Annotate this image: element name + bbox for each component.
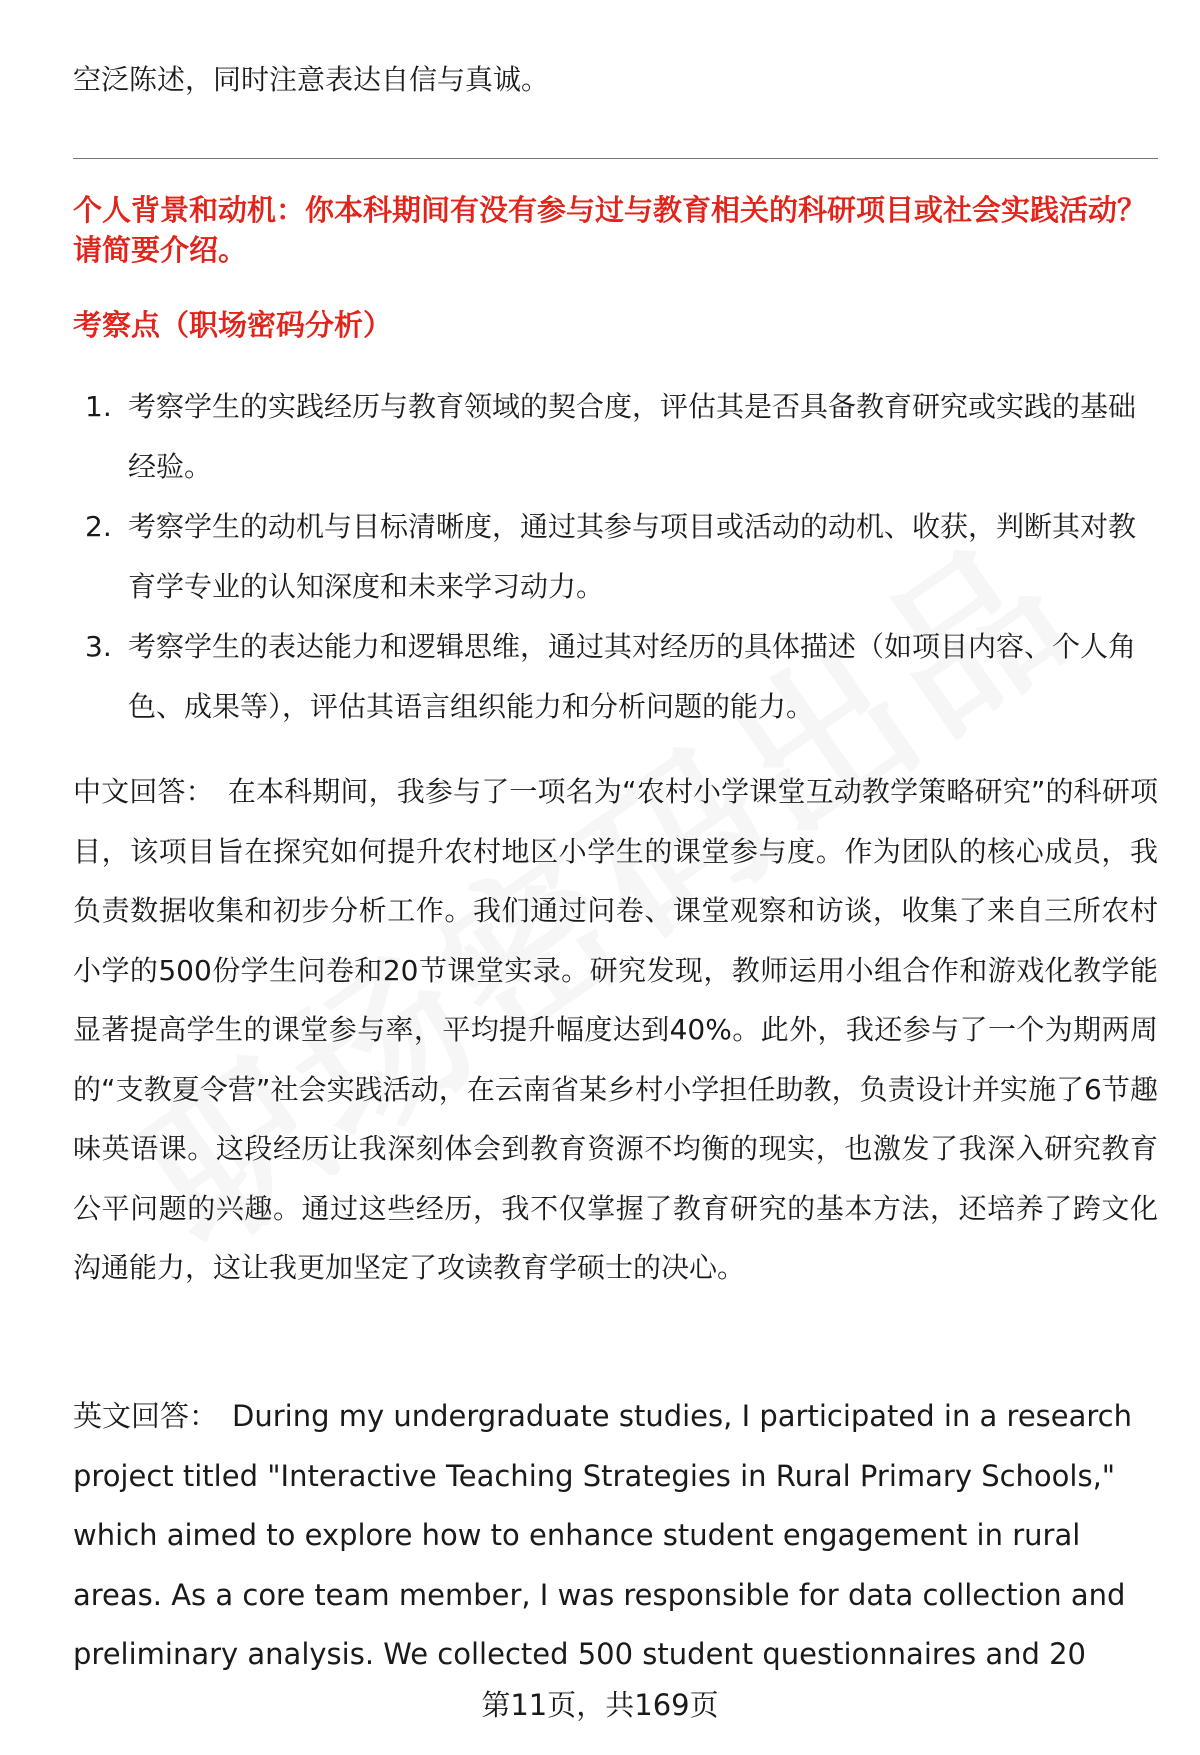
question-heading: 个人背景和动机：你本科期间有没有参与过与教育相关的科研项目或社会实践活动？请简要介绍。 (73, 193, 1147, 267)
english-answer-label: 英文回答： (73, 1399, 219, 1433)
divider (73, 158, 1158, 159)
english-answer (73, 1387, 1158, 1685)
list-item-text: 考察学生的实践经历与教育领域的契合度，评估其是否具备教育研究或实践的基础经验。 (128, 390, 1137, 483)
english-answer-text: During my undergraduate studies, I participated in a research project titled "Interactive Teaching Strategies in Rural Primary Schools," which aimed to explore how to enhance student engagement in rural areas. As a core team member, I was responsible for data collection and preliminary analysis. We collected 500 student questionnaires and 20 (73, 1399, 1132, 1671)
assessment-points-list (73, 377, 1158, 737)
list-item-number: 1. (85, 390, 112, 423)
chinese-answer (73, 762, 1158, 1298)
chinese-answer-text: 在本科期间，我参与了一项名为“农村小学课堂互动教学策略研究”的科研项目，该项目旨在探究如何提升农村地区小学生的课堂参与度。作为团队的核心成员，我负责数据收集和初步分析工作。我们通过问卷、课堂观察和访谈，收集了来自三所农村小学的500份学生问卷和20节课堂实录。研究发现，教师运用小组合作和游戏化教学能显著提高学生的课堂参与率，平均提升幅度达到40%。此外，我还参与了一个为期两周的“支教夏令营”社会实践活动，在云南省某乡村小学担任助教，负责设计并实施了6节趣味英语课。这段经历让我深刻体会到教育资源不均衡的现实，也激发了我深入研究教育公平问题的兴趣。通过这些经历，我不仅掌握了教育研究的基本方法，还培养了跨文化沟通能力，这让我更加坚定了攻读教育学硕士的决心。 (73, 775, 1158, 1284)
list-item-text: 考察学生的动机与目标清晰度，通过其参与项目或活动的动机、收获，判断其对教育学专业的认知深度和未来学习动力。 (128, 510, 1137, 603)
page-number-footer: 第11页，共169页 (481, 1688, 719, 1722)
list-item (73, 497, 1158, 617)
list-item-number: 2. (85, 510, 112, 543)
list-item-number: 3. (85, 630, 112, 663)
list-item-text: 考察学生的表达能力和逻辑思维，通过其对经历的具体描述（如项目内容、个人角色、成果等），评估其语言组织能力和分析问题的能力。 (128, 630, 1137, 723)
list-item (73, 617, 1158, 737)
list-item (73, 377, 1158, 497)
chinese-answer-label: 中文回答： (73, 775, 214, 808)
section-title: 考察点（职场密码分析） (73, 308, 393, 342)
intro-text: 空泛陈述，同时注意表达自信与真诚。 (73, 63, 550, 96)
